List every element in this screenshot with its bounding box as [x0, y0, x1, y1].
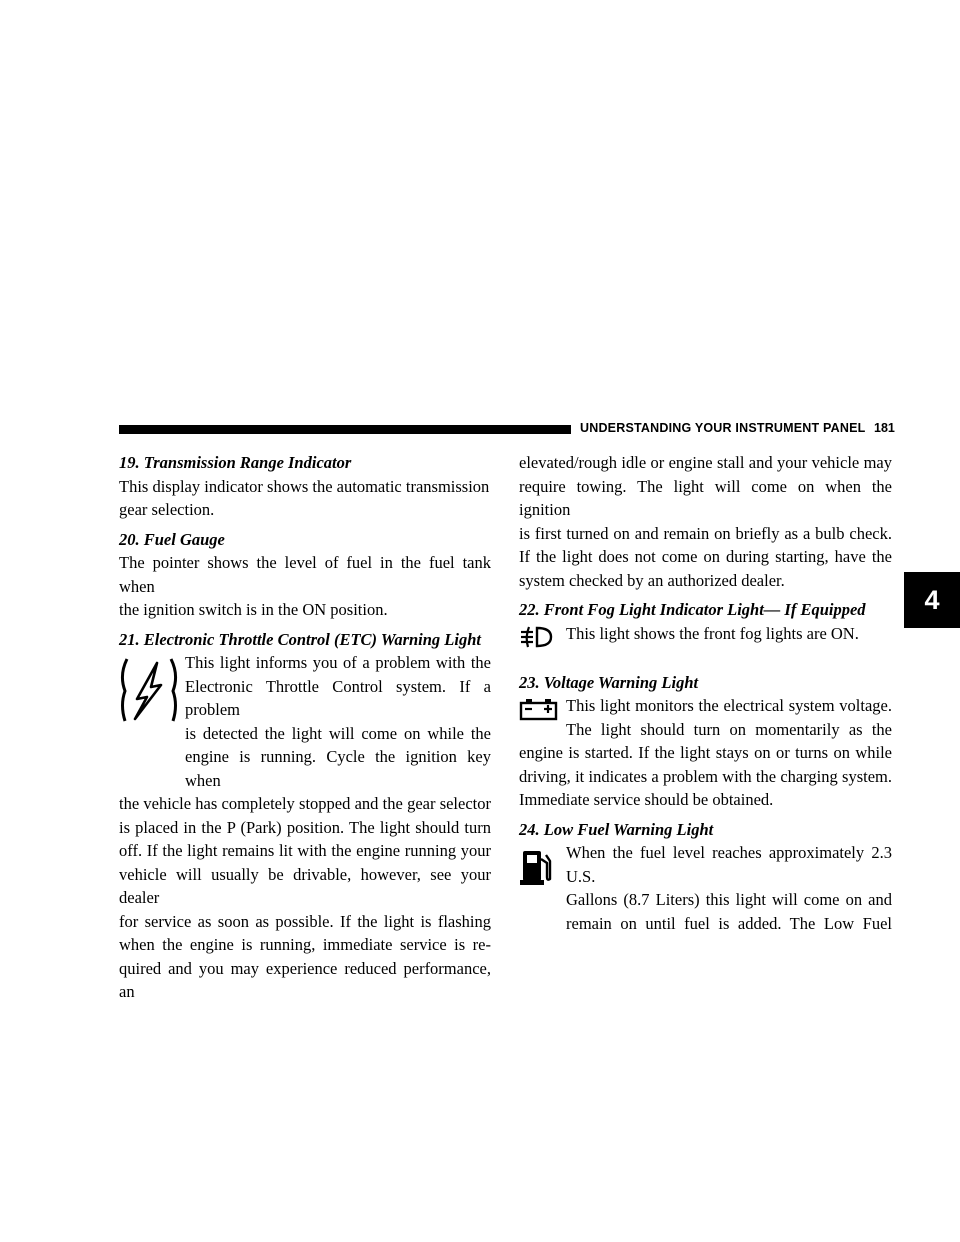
text-line: This light shows the front fog lights are ON.	[566, 623, 859, 643]
text-line: When the fuel level reaches approximately 2.3 U.S.	[566, 843, 892, 886]
text-line: The pointer shows the level of fuel in the fuel tank when	[119, 553, 491, 596]
section-19	[119, 451, 491, 522]
text-line: gear selection.	[119, 500, 215, 519]
text-line: require towing. The light will come on when the ignition	[519, 476, 892, 519]
right-column	[519, 451, 892, 935]
section-21-continued	[519, 451, 892, 592]
left-column	[119, 451, 491, 1004]
text-line: engine is running. Cycle the ignition key when	[185, 747, 491, 790]
text-line: vehicle will usually be drivable, however, see your dealer	[119, 864, 491, 907]
chapter-tab: 4	[904, 572, 960, 628]
text-line: when the engine is running, immediate service is re-	[119, 935, 491, 954]
battery-icon	[519, 694, 566, 741]
text-line: This light monitors the electrical system voltage.	[566, 696, 892, 715]
section-heading: 22. Front Fog Light Indicator Light— If Equipped	[519, 600, 866, 619]
section-heading: 23. Voltage Warning Light	[519, 672, 699, 692]
text-line: driving, it indicates a problem with the charging system.	[519, 766, 892, 786]
text-line: If the light does not come on during starting, have the	[519, 547, 892, 566]
section-22	[519, 598, 892, 649]
text-line: is placed in the P (Park) position. The light should turn	[119, 817, 491, 837]
text-line: remain on until fuel is added. The Low Fuel	[566, 913, 892, 933]
section-heading: 20. Fuel Gauge	[119, 529, 225, 549]
text-line: Gallons (8.7 Liters) this light will come on and	[566, 890, 892, 909]
text-line: system checked by an authorized dealer.	[519, 570, 785, 590]
text-line: for service as soon as possible. If the light is flashing	[119, 911, 491, 931]
section-heading: 24. Low Fuel Warning Light	[519, 819, 714, 839]
running-header: UNDERSTANDING YOUR INSTRUMENT PANEL	[580, 421, 866, 435]
text-line: the vehicle has completely stopped and the gear selector	[119, 794, 491, 813]
text-line: This light informs you of a problem with the	[185, 653, 491, 672]
text-line: This display indicator shows the automatic transmission	[119, 476, 490, 496]
etc-warning-icon	[119, 651, 185, 792]
text-line: quired and you may experience reduced performance, an	[119, 958, 491, 1001]
section-20	[119, 528, 491, 622]
text-line: is detected the light will come on while the	[185, 723, 491, 743]
header-rule	[119, 425, 571, 434]
text-line: is first turned on and remain on briefly as a bulb check.	[519, 523, 892, 543]
text-line: Immediate service should be obtained.	[519, 790, 774, 809]
section-21	[119, 628, 491, 1004]
text-line: The light should turn on momentarily as the	[566, 719, 892, 739]
text-line: off. If the light remains lit with the engine running your	[119, 841, 491, 860]
section-24	[519, 818, 892, 936]
page-number: 181	[874, 421, 895, 435]
text-line: engine is started. If the light stays on or turns on while	[519, 743, 892, 762]
fuel-pump-icon	[519, 841, 566, 935]
section-heading: 19. Transmission Range Indicator	[119, 453, 352, 472]
text-line: the ignition switch is in the ON position.	[119, 600, 388, 619]
text-line: elevated/rough idle or engine stall and your vehicle may	[519, 453, 892, 472]
section-23	[519, 671, 892, 812]
front-fog-light-icon	[519, 622, 566, 649]
text-line: Electronic Throttle Control system. If a problem	[185, 676, 491, 719]
section-heading: 21. Electronic Throttle Control (ETC) Warning Light	[119, 629, 481, 649]
